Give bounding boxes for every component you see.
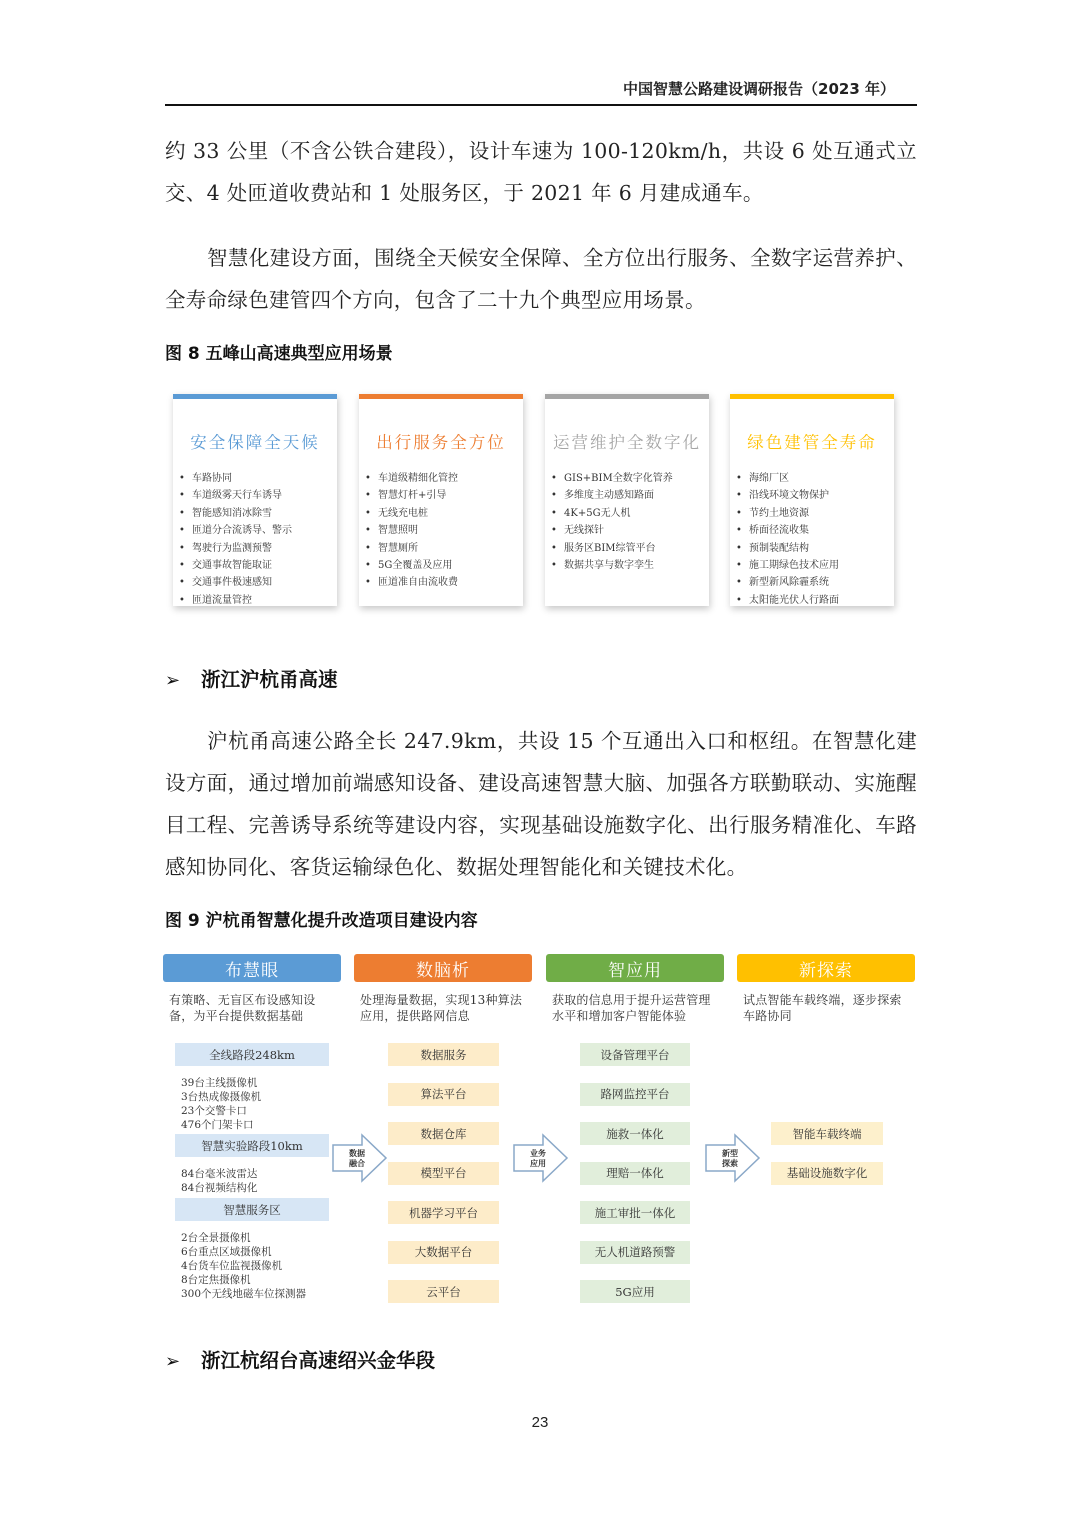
platform-box: 大数据平台 [388, 1241, 499, 1264]
figure-9-caption: 图 9 沪杭甬智慧化提升改造项目建设内容 [165, 911, 478, 931]
scenario-item: • 车道级精细化管控 [365, 470, 523, 487]
scenario-card-title: 出行服务全方位 [376, 433, 506, 452]
section-title: 浙江杭绍台高速绍兴金华段 [201, 1349, 436, 1372]
scenario-item: • 无线充电桩 [365, 505, 523, 522]
flow-arrow-label: 数据 融合 [349, 1148, 365, 1168]
scenario-card [730, 394, 894, 606]
section-title: 浙江沪杭甬高速 [201, 668, 338, 691]
scenario-item: • 5G全覆盖及应用 [365, 557, 523, 574]
column-description: 处理海量数据，实现13种算法应用，提供路网信息 [360, 993, 523, 1023]
scenario-item: • 智慧厕所 [365, 540, 523, 557]
scenario-item: • 驾驶行为监测预警 [179, 540, 337, 557]
scenario-item: • 车路协同 [179, 470, 337, 487]
figure-8-caption: 图 8 五峰山高速典型应用场景 [165, 344, 393, 364]
scenario-item: • 4K+5G无人机 [551, 505, 709, 522]
scenario-item: • 智慧灯杆+引导 [365, 487, 523, 504]
scenario-item: • 海绵厂区 [736, 470, 894, 487]
platform-box: 云平台 [388, 1280, 499, 1303]
column-header: 数脑析 [354, 954, 532, 982]
application-box: 施救一体化 [580, 1122, 690, 1145]
sensing-group-details: 84台毫米波雷达 84台视频结构化 [181, 1168, 258, 1194]
running-header: 中国智慧公路建设调研报告（2023 年） [623, 80, 895, 98]
scenario-card-title: 绿色建管全寿命 [747, 433, 877, 452]
section-heading-hangshaotai [165, 1345, 435, 1373]
application-box: 施工审批一体化 [580, 1201, 690, 1224]
page-number: 23 [531, 1414, 549, 1431]
application-box: 无人机道路预警 [580, 1241, 690, 1264]
paragraph-2: 智慧化建设方面，围绕全天候安全保障、全方位出行服务、全数字运营养护、全寿命绿色建管四个方向，包含了二十九个典型应用场景。 [165, 246, 917, 312]
platform-box: 算法平台 [388, 1083, 499, 1106]
exploration-box: 智能车载终端 [771, 1122, 883, 1145]
scenario-item: • 交通事件极速感知 [179, 574, 337, 591]
exploration-box: 基础设施数字化 [771, 1162, 883, 1185]
sensing-group-details: 2台全景摄像机 6台重点区域摄像机 4台货车位监视摄像机 8台定焦摄像机 300个无线地磁车位探测器 [181, 1232, 307, 1300]
scenario-item: • 新型新风除霾系统 [736, 574, 894, 591]
scenario-item: • 匝道流量管控 [179, 592, 337, 609]
platform-box: 机器学习平台 [388, 1201, 499, 1224]
scenario-item: • 匝道准自由流收费 [365, 574, 523, 591]
scenario-list [179, 470, 337, 609]
paragraph-3: 沪杭甬高速公路全长 247.9km，共设 15 个互通出入口和枢纽。在智慧化建设方面，通过增加前端感知设备、建设高速智慧大脑、加强各方联勤联动、实施醒目工程、完善诱导系统等建设内容，实现基础设施数字化、出行服务精准化、车路感知协同化、客货运输绿色化、数据处理智能化和关键技术化。 [165, 729, 917, 879]
scenario-item: • 多维度主动感知路面 [551, 487, 709, 504]
scenario-list [736, 470, 894, 609]
scenario-item: • 交通事故智能取证 [179, 557, 337, 574]
flow-arrow-label: 新型 探索 [722, 1148, 738, 1168]
application-box: 设备管理平台 [580, 1043, 690, 1066]
section-heading-hangyong [165, 664, 338, 692]
scenario-item: • 预制装配结构 [736, 540, 894, 557]
application-box: 5G应用 [580, 1280, 690, 1303]
arrow-bullet-icon: ➢ [165, 1351, 181, 1372]
platform-box: 数据仓库 [388, 1122, 499, 1145]
scenario-item: • 沿线环境文物保护 [736, 487, 894, 504]
scenario-card [545, 394, 709, 606]
column-description: 有策略、无盲区布设感知设备，为平台提供数据基础 [169, 993, 316, 1023]
scenario-item: • 无线探针 [551, 522, 709, 539]
arrow-bullet-icon: ➢ [165, 670, 181, 691]
sensing-group-label: 全线路段248km [175, 1043, 329, 1066]
paragraph-1: 约 33 公里（不含公铁合建段），设计车速为 100-120km/h，共设 6 处互通式立交、4 处匝道收费站和 1 处服务区，于 2021 年 6 月建成通车。 [165, 139, 917, 205]
scenario-item: • GIS+BIM全数字化管养 [551, 470, 709, 487]
scenario-item: • 节约土地资源 [736, 505, 894, 522]
platform-box: 模型平台 [388, 1162, 499, 1185]
flow-arrow [332, 1133, 388, 1183]
scenario-list [551, 470, 709, 574]
application-box: 路网监控平台 [580, 1083, 690, 1106]
scenario-item: • 车道级雾天行车诱导 [179, 487, 337, 504]
column-description: 试点智能车载终端，逐步探索车路协同 [743, 993, 902, 1023]
column-description: 获取的信息用于提升运营管理水平和增加客户智能体验 [552, 993, 711, 1023]
flow-arrow-label: 业务 应用 [530, 1148, 546, 1168]
column-header: 布慧眼 [163, 954, 341, 982]
sensing-group-label: 智慧服务区 [175, 1198, 329, 1221]
flow-arrow [513, 1133, 569, 1183]
scenario-item: • 匝道分合流诱导、警示 [179, 522, 337, 539]
sensing-group-label: 智慧实验路段10km [175, 1134, 329, 1157]
scenario-item: • 智能感知消冰除雪 [179, 505, 337, 522]
scenario-card [359, 394, 523, 606]
scenario-item: • 服务区BIM综管平台 [551, 540, 709, 557]
flow-arrow [705, 1133, 761, 1183]
sensing-group-details: 39台主线摄像机 3台热成像摄像机 23个交警卡口 476个门架卡口 [181, 1077, 262, 1131]
scenario-card-title: 安全保障全天候 [190, 433, 320, 452]
header-rule [165, 104, 917, 106]
scenario-list [365, 470, 523, 592]
scenario-item: • 智慧照明 [365, 522, 523, 539]
column-header: 新探索 [737, 954, 915, 982]
scenario-card-title: 运营维护全数字化 [553, 433, 701, 452]
column-header: 智应用 [546, 954, 724, 982]
application-box: 理赔一体化 [580, 1162, 690, 1185]
scenario-item: • 施工期绿色技术应用 [736, 557, 894, 574]
scenario-card [173, 394, 337, 606]
scenario-item: • 数据共享与数字孪生 [551, 557, 709, 574]
scenario-item: • 桥面径流收集 [736, 522, 894, 539]
scenario-item: • 太阳能光伏人行路面 [736, 592, 894, 609]
platform-box: 数据服务 [388, 1043, 499, 1066]
